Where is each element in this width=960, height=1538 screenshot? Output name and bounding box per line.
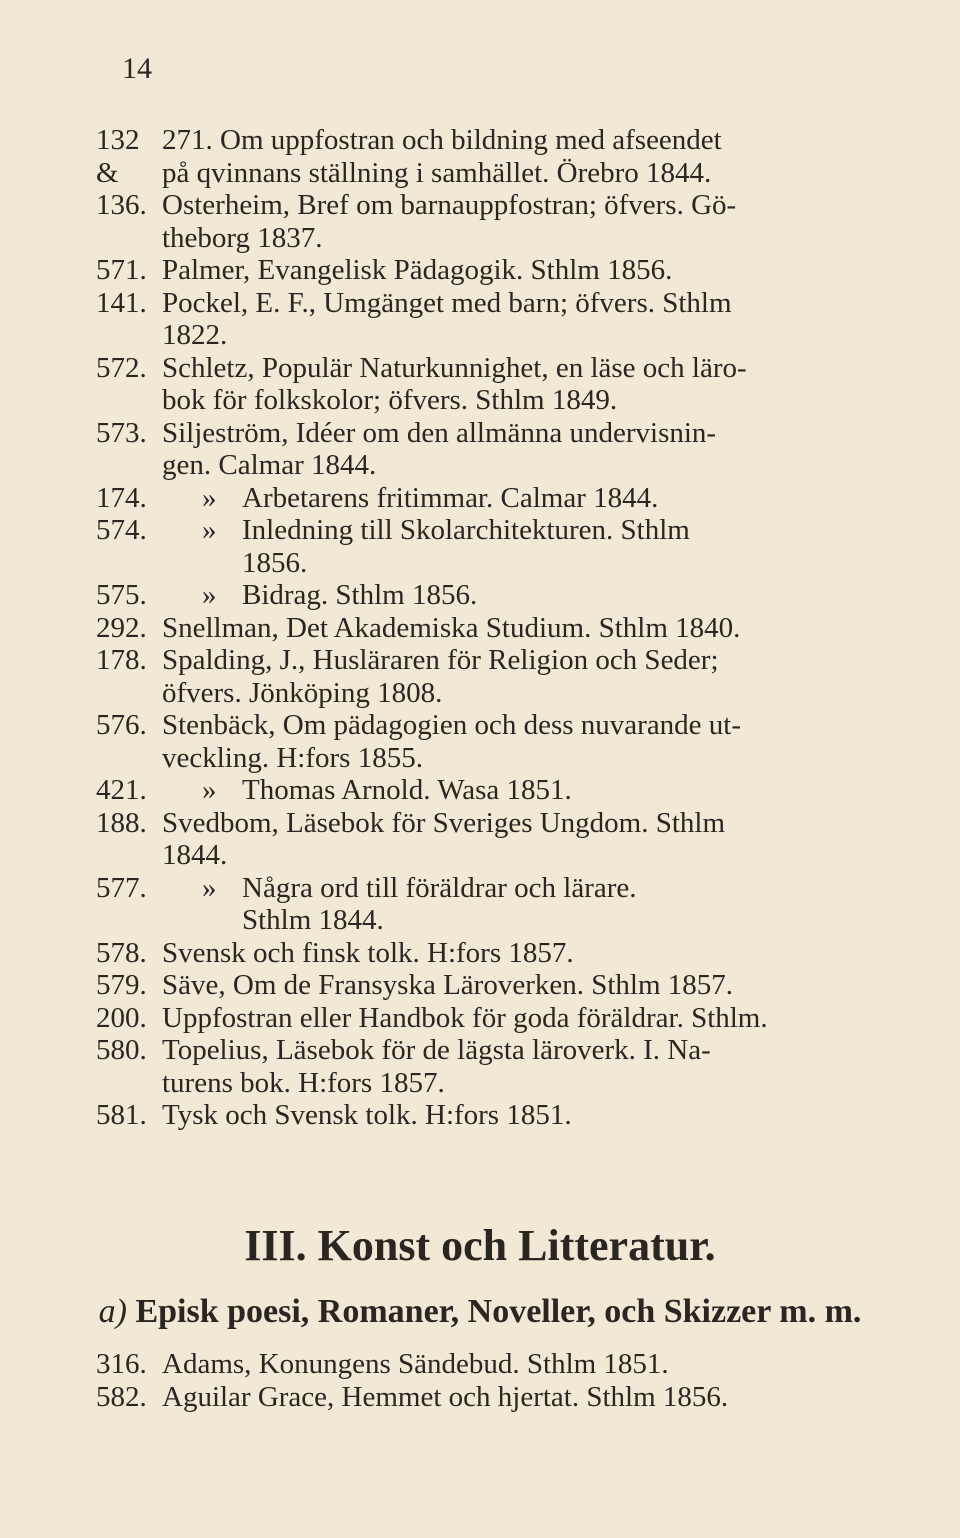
entry-line: Aguilar Grace, Hemmet och hjertat. Sthlm 1856. [162,1380,729,1413]
entry-text [162,417,866,482]
entry-number: 178. [96,644,147,676]
entry-text [162,254,866,287]
entry-line: Thomas Arnold. Wasa 1851. [242,774,572,806]
section-title: III. Konst och Litteratur. [244,1221,716,1270]
entry-text [162,1099,866,1132]
entry-line: gen. Calmar 1844. [162,449,377,481]
ditto-mark: » [202,579,217,611]
entry-line: Osterheim, Bref om barnauppfostran; öfvers. Gö- [162,189,737,221]
subsection-heading: Episk poesi, Romaner, Noveller, och Skizzer m. m. [135,1293,862,1330]
list-item [96,937,866,970]
entry-line: veckling. H:fors 1855. [162,741,423,774]
list-item [96,612,866,645]
entry-line: Snellman, Det Akademiska Studium. Sthlm 1840. [162,611,741,644]
entry-text [162,1381,866,1414]
entry-line: Svensk och finsk tolk. H:fors 1857. [162,936,574,969]
entry-text [162,514,866,579]
entry-line: Uppfostran eller Handbok för goda föräldrar. Sthlm. [162,1001,768,1034]
ditto-mark: » [202,774,217,806]
entry-text [162,644,866,709]
entry-number: 577. [96,871,147,904]
subsection-title [0,1293,960,1331]
entry-number: 132 & [96,124,140,189]
entry-number: 292. [96,611,147,644]
entry-text [162,189,866,254]
list-item [96,807,866,872]
entry-number: 575. [96,579,147,611]
entry-line: Siljeström, Idéer om den allmänna undervisnin- [162,416,717,449]
entry-number: 136. [96,189,147,221]
entry-number: 582. [96,1380,147,1413]
entry-number: 316. [96,1348,147,1380]
list-item [96,189,866,254]
list-item [96,124,866,189]
list-item [96,872,866,937]
list-item [96,644,866,709]
entry-number: 141. [96,286,147,319]
entry-number: 581. [96,1099,147,1131]
list-item [96,514,866,579]
entry-text [162,1034,866,1099]
entry-number: 579. [96,969,147,1001]
entry-text [162,482,866,515]
entry-line: Arbetarens fritimmar. Calmar 1844. [242,481,659,514]
entry-line: Stenbäck, Om pädagogien och dess nuvarande ut- [162,709,742,741]
entry-number: 188. [96,806,147,839]
entry-line: Sthlm 1844. [242,904,384,936]
entry-text [162,807,866,872]
entry-number: 576. [96,709,147,741]
entry-number: 573. [96,416,147,449]
entry-line: Några ord till föräldrar och lärare. [242,871,637,904]
list-item [96,1034,866,1099]
entry-line: Bidrag. Sthlm 1856. [242,579,478,611]
list-item [96,579,866,612]
entry-text [162,124,866,189]
entry-number: 421. [96,774,147,806]
list-item [96,482,866,515]
list-item [96,417,866,482]
list-item [96,1381,866,1414]
entry-line: Adams, Konungens Sändebud. Sthlm 1851. [162,1348,669,1380]
bibliography-list [96,124,866,1132]
entry-line: Pockel, E. F., Umgänget med barn; öfvers. Sthlm [162,286,732,319]
entry-line: 1856. [242,546,308,579]
entry-number: 200. [96,1001,147,1034]
entry-text [162,709,866,774]
entry-line: Säve, Om de Fransyska Läroverken. Sthlm 1857. [162,969,734,1001]
list-item [96,1348,866,1381]
entry-text [162,612,866,645]
entry-line: Inledning till Skolarchitekturen. Sthlm [242,514,690,546]
entry-line: Tysk och Svensk tolk. H:fors 1851. [162,1099,572,1131]
list-item [96,1099,866,1132]
subsection-label: a) [98,1293,127,1330]
list-item [96,774,866,807]
entry-line: på qvinnans ställning i samhället. Örebro 1844. [162,156,712,189]
entry-line: 271. Om uppfostran och bildning med afseendet [162,124,722,156]
entry-number: 571. [96,254,147,286]
ditto-mark: » [202,871,217,904]
entry-line: Topelius, Läsebok för de lägsta läroverk. I. Na- [162,1034,711,1066]
entry-text [162,579,866,612]
entry-text [162,774,866,807]
list-item [96,352,866,417]
page-number: 14 [122,52,152,85]
bibliography-list-2 [96,1348,866,1413]
entry-number: 580. [96,1034,147,1066]
entry-line: Svedbom, Läsebok för Sveriges Ungdom. Sthlm [162,806,726,839]
entry-line: öfvers. Jönköping 1808. [162,676,443,709]
entry-number: 574. [96,514,147,546]
entry-line: 1844. [162,839,228,871]
entry-text [162,1002,866,1035]
entry-line: Schletz, Populär Naturkunnighet, en läse och läro- [162,351,747,384]
entry-text [162,1348,866,1381]
entry-line: Spalding, J., Husläraren för Religion och Seder; [162,644,719,676]
list-item [96,254,866,287]
entry-text [162,969,866,1002]
entry-text [162,937,866,970]
list-item [96,1002,866,1035]
entry-text [162,287,866,352]
entry-text [162,872,866,937]
ditto-mark: » [202,481,217,514]
ditto-mark: » [202,514,217,546]
entry-text [162,352,866,417]
entry-number: 572. [96,351,147,384]
list-item [96,969,866,1002]
entry-line: bok för folkskolor; öfvers. Sthlm 1849. [162,384,618,416]
entry-line: theborg 1837. [162,221,323,254]
entry-line: turens bok. H:fors 1857. [162,1066,445,1099]
entry-number: 578. [96,936,147,969]
list-item [96,287,866,352]
list-item [96,709,866,774]
entry-line: 1822. [162,319,228,351]
entry-line: Palmer, Evangelisk Pädagogik. Sthlm 1856. [162,254,673,286]
entry-number: 174. [96,481,147,514]
